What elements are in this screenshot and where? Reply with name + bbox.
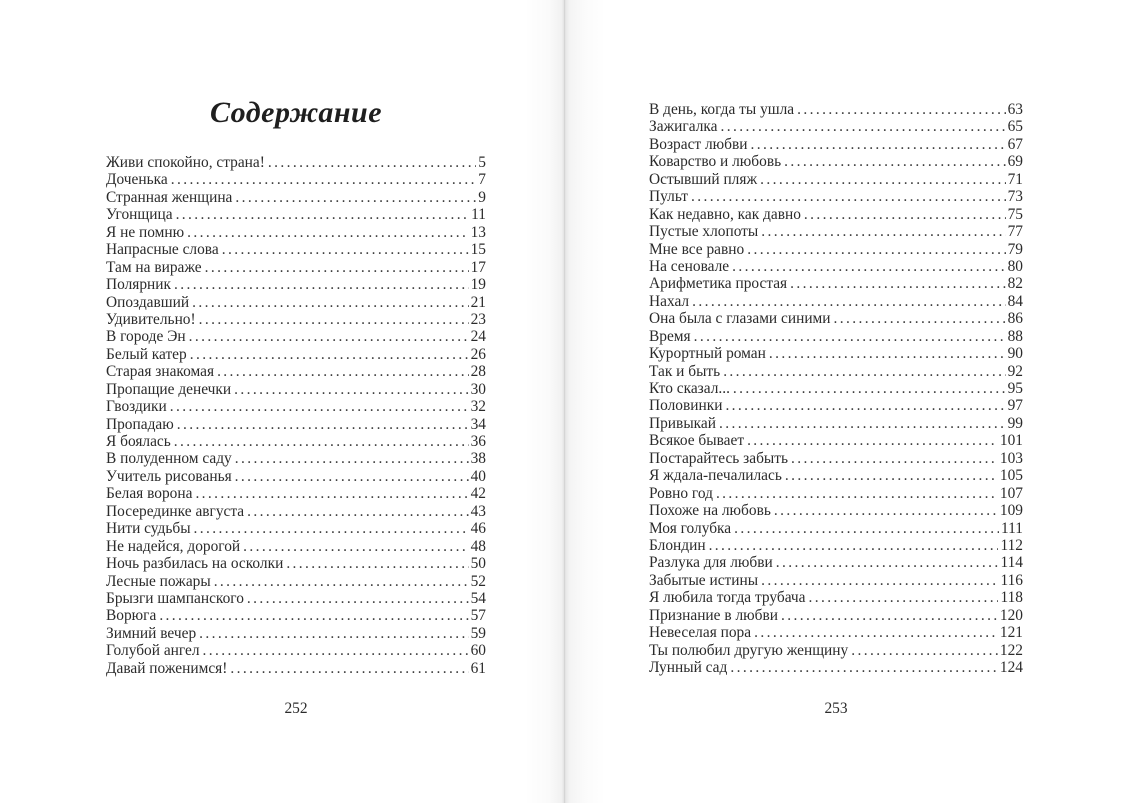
toc-entry-title: Брызги шампанского <box>106 589 244 607</box>
toc-entry-title: На сеновале <box>649 257 730 275</box>
toc-entry-page: 5 <box>478 154 486 171</box>
toc-entry <box>649 188 1023 205</box>
dot-leader <box>167 398 469 415</box>
toc-entry-title: Живи спокойно, страна! <box>106 154 265 171</box>
toc-entry-title: Невеселая пора <box>649 624 752 642</box>
toc-entry-page: 95 <box>1007 380 1023 397</box>
toc-entry-title: Забытые истины <box>649 571 759 589</box>
toc-entry <box>106 625 486 642</box>
toc-entry <box>649 537 1023 554</box>
dot-leader <box>688 188 1006 205</box>
toc-entry <box>106 642 486 659</box>
toc-entry <box>649 415 1023 432</box>
toc-entry <box>106 259 486 276</box>
toc-entry <box>106 206 486 223</box>
toc-entry-title: Я не помню <box>106 223 185 241</box>
toc-entry-title: Моя голубка <box>649 519 732 537</box>
toc-entry-page: 71 <box>1007 170 1023 188</box>
dot-leader <box>766 345 1006 362</box>
dot-leader <box>747 136 1005 153</box>
dot-leader <box>184 224 468 241</box>
toc-entry-page: 61 <box>470 659 486 677</box>
toc-entry-title: Лунный сад <box>649 659 728 676</box>
toc-entry-title: Гвоздики <box>106 398 167 416</box>
toc-entry-title: Зимний вечер <box>106 624 197 642</box>
toc-entry <box>106 398 486 415</box>
dot-leader <box>751 624 998 641</box>
toc-entry <box>106 590 486 607</box>
toc-entry-title: Признание в любви <box>649 606 778 624</box>
toc-entry-page: 63 <box>1007 101 1023 118</box>
toc-entry-title: Пульт <box>649 188 688 206</box>
toc-entry-page: 46 <box>470 520 486 538</box>
toc-entry-page: 24 <box>470 328 486 346</box>
left-page-number: 252 <box>284 700 308 717</box>
toc-entry <box>649 642 1023 659</box>
toc-entry-title: Так и быть <box>649 362 721 380</box>
toc-entry-title: Похоже на любовь <box>649 502 771 520</box>
toc-entry-page: 120 <box>999 606 1023 624</box>
toc-entry-page: 122 <box>999 641 1023 659</box>
dot-leader <box>192 485 468 502</box>
toc-entry-page: 105 <box>999 467 1023 485</box>
dot-leader <box>211 573 469 590</box>
toc-entry-page: 50 <box>470 555 486 573</box>
toc-entry-title: Остывший пляж <box>649 170 758 188</box>
toc-entry-page: 54 <box>470 589 486 607</box>
toc-entry-title: Старая знакомая <box>106 363 215 381</box>
toc-entry-page: 107 <box>999 484 1023 502</box>
toc-entry-page: 67 <box>1007 135 1023 153</box>
toc-entry <box>649 241 1023 258</box>
toc-entry <box>649 275 1023 292</box>
dot-leader <box>758 572 998 589</box>
toc-entry-page: 11 <box>471 206 486 224</box>
toc-entry-page: 34 <box>470 415 486 433</box>
toc-entry-page: 17 <box>470 258 486 276</box>
toc-entry-title: Всякое бывает <box>649 432 745 450</box>
toc-entry <box>106 450 486 467</box>
dot-leader <box>848 642 998 659</box>
dot-leader <box>171 276 469 293</box>
toc-entry <box>106 503 486 520</box>
toc-entry-title: Постарайтесь забыть <box>649 449 788 467</box>
toc-entry-page: 124 <box>999 659 1023 676</box>
toc-entry-title: Напрасные слова <box>106 241 219 259</box>
toc-entry <box>649 624 1023 641</box>
toc-entry-page: 48 <box>470 537 486 555</box>
dot-leader <box>691 328 1006 345</box>
toc-entry <box>649 607 1023 624</box>
toc-entry-page: 69 <box>1007 153 1023 171</box>
dot-leader <box>731 520 999 537</box>
toc-entry <box>649 363 1023 380</box>
toc-entry <box>649 310 1023 327</box>
dot-leader <box>196 625 468 642</box>
toc-entry-page: 109 <box>999 502 1023 520</box>
dot-leader <box>283 555 468 572</box>
toc-entry-page: 77 <box>1007 223 1023 241</box>
right-page <box>649 0 1023 676</box>
toc-entry-title: Мне все равно <box>649 240 745 258</box>
dot-leader <box>171 433 469 450</box>
toc-entry-page: 118 <box>1000 589 1023 607</box>
dot-leader <box>232 450 469 467</box>
toc-entry-page: 101 <box>999 432 1023 450</box>
toc-entry-title: Арифметика простая <box>649 275 788 293</box>
toc-entry <box>649 485 1023 502</box>
dot-leader <box>729 258 1005 275</box>
toc-entry <box>106 276 486 293</box>
toc-entry-title: В городе Эн <box>106 328 186 346</box>
dot-leader <box>219 241 469 258</box>
dot-leader <box>757 171 1006 188</box>
toc-entry-title: Возраст любви <box>649 135 748 153</box>
toc-entry-title: Удивительно! <box>106 310 196 328</box>
toc-heading: Содержание <box>209 96 383 129</box>
toc-entry-page: 43 <box>470 502 486 520</box>
toc-entry-page: 99 <box>1007 414 1023 432</box>
toc-entry-title: В день, когда ты ушла <box>649 101 795 118</box>
toc-entry <box>106 363 486 380</box>
toc-entry-title: Ты полюбил другую женщину <box>649 641 849 659</box>
toc-entry <box>649 572 1023 589</box>
toc-entry-page: 97 <box>1007 397 1023 415</box>
toc-entry-page: 40 <box>470 467 486 485</box>
toc-entry <box>106 607 486 624</box>
toc-entry-page: 28 <box>470 363 486 381</box>
toc-entry-title: Курортный роман <box>649 345 766 363</box>
toc-entry-page: 88 <box>1007 327 1023 345</box>
toc-entry-page: 30 <box>470 380 486 398</box>
toc-entry <box>649 101 1023 118</box>
dot-leader <box>744 432 998 449</box>
toc-entry-title: Разлука для любви <box>649 554 773 572</box>
dot-leader <box>717 118 1005 135</box>
dot-leader <box>156 607 468 624</box>
toc-entry-page: 114 <box>1000 554 1023 572</box>
toc-entry <box>106 171 486 188</box>
toc-entry-title: Не надейся, дорогой <box>106 537 241 555</box>
toc-entry-page: 21 <box>470 293 486 311</box>
toc-entry <box>649 502 1023 519</box>
toc-entry <box>106 433 486 450</box>
toc-entry-page: 38 <box>470 450 486 468</box>
toc-entry-title: Давай поженимся! <box>106 659 228 677</box>
toc-entry <box>649 153 1023 170</box>
toc-entry-title: Полярник <box>106 276 172 294</box>
toc-entry <box>649 136 1023 153</box>
toc-entry <box>106 538 486 555</box>
toc-entry-page: 92 <box>1007 362 1023 380</box>
toc-entry <box>106 189 486 206</box>
dot-leader <box>689 293 1006 310</box>
toc-entry-title: Угонщица <box>106 206 173 224</box>
toc-entry-title: Коварство и любовь <box>649 153 782 171</box>
toc-entry-page: 79 <box>1007 240 1023 258</box>
toc-entry <box>649 450 1023 467</box>
toc-list-right <box>649 101 1023 676</box>
dot-leader <box>265 154 476 171</box>
dot-leader <box>744 241 1005 258</box>
dot-leader <box>730 380 1006 397</box>
toc-entry-title: Зажигалка <box>649 118 718 136</box>
dot-leader <box>758 223 1005 240</box>
toc-entry-title: Странная женщина <box>106 188 233 206</box>
toc-entry-page: 116 <box>1000 571 1023 589</box>
toc-entry <box>106 660 486 677</box>
toc-entry-title: Она была с глазами синими <box>649 310 831 328</box>
toc-entry-title: Кто сказал... <box>649 380 730 397</box>
toc-entry-title: Привыкай <box>649 414 716 432</box>
toc-entry <box>106 520 486 537</box>
toc-entry-page: 60 <box>470 642 486 660</box>
toc-entry-page: 103 <box>999 449 1023 467</box>
toc-entry-page: 15 <box>470 241 486 259</box>
toc-entry-page: 57 <box>470 607 486 625</box>
toc-entry-title: Посерединке августа <box>106 502 245 520</box>
toc-entry <box>649 206 1023 223</box>
toc-entry-title: Нахал <box>649 292 690 310</box>
toc-entry <box>649 554 1023 571</box>
dot-leader <box>214 363 469 380</box>
toc-entry <box>106 311 486 328</box>
toc-entry-page: 121 <box>999 624 1023 642</box>
toc-entry <box>649 328 1023 345</box>
toc-entry-title: Опоздавший <box>106 293 190 311</box>
toc-entry <box>106 573 486 590</box>
toc-entry <box>649 380 1023 397</box>
toc-entry <box>649 171 1023 188</box>
toc-entry <box>106 555 486 572</box>
dot-leader <box>781 153 1005 170</box>
dot-leader <box>801 206 1006 223</box>
toc-entry-title: Ровно год <box>649 484 713 502</box>
dot-leader <box>232 468 469 485</box>
toc-entry-page: 86 <box>1007 310 1023 328</box>
toc-entry <box>106 485 486 502</box>
toc-entry-page: 52 <box>470 572 486 590</box>
dot-leader <box>713 485 998 502</box>
toc-entry <box>649 659 1023 676</box>
dot-leader <box>244 590 469 607</box>
toc-entry-title: Учитель рисованья <box>106 467 232 485</box>
dot-leader <box>196 311 469 328</box>
toc-entry <box>649 432 1023 449</box>
toc-entry <box>649 589 1023 606</box>
toc-entry-page: 111 <box>1001 519 1023 537</box>
toc-entry-title: Я любила тогда трубача <box>649 589 806 607</box>
dot-leader <box>191 520 469 537</box>
toc-entry <box>106 468 486 485</box>
toc-entry-title: Ночь разбилась на осколки <box>106 555 284 573</box>
dot-leader <box>771 502 998 519</box>
right-page-number: 253 <box>824 700 848 717</box>
toc-entry-title: Блондин <box>649 536 706 554</box>
dot-leader <box>727 659 998 676</box>
dot-leader <box>200 642 469 659</box>
toc-entry <box>649 118 1023 135</box>
toc-entry-title: Пропадаю <box>106 415 174 433</box>
dot-leader <box>174 416 469 433</box>
dot-leader <box>231 381 468 398</box>
dot-leader <box>720 363 1005 380</box>
toc-entry-page: 9 <box>478 188 486 206</box>
toc-entry <box>106 381 486 398</box>
dot-leader <box>773 554 999 571</box>
dot-leader <box>173 206 470 223</box>
toc-entry <box>649 293 1023 310</box>
dot-leader <box>787 275 1005 292</box>
toc-entry <box>106 241 486 258</box>
toc-entry-title: Пустые хлопоты <box>649 223 759 241</box>
toc-entry <box>649 520 1023 537</box>
toc-entry-page: 13 <box>470 223 486 241</box>
toc-entry <box>106 328 486 345</box>
toc-entry-page: 59 <box>470 624 486 642</box>
toc-entry-title: Ворюга <box>106 607 157 625</box>
dot-leader <box>794 101 1005 118</box>
dot-leader <box>706 537 999 554</box>
toc-entry-title: Белый катер <box>106 345 187 363</box>
toc-entry <box>649 467 1023 484</box>
toc-entry-page: 112 <box>1000 536 1023 554</box>
toc-entry <box>106 154 486 171</box>
toc-entry-title: Я ждала-печалилась <box>649 467 782 485</box>
dot-leader <box>716 415 1006 432</box>
toc-entry <box>649 397 1023 414</box>
dot-leader <box>778 607 998 624</box>
dot-leader <box>232 189 476 206</box>
toc-entry-page: 82 <box>1007 275 1023 293</box>
dot-leader <box>227 660 468 677</box>
toc-entry-page: 19 <box>470 276 486 294</box>
toc-entry-title: Как недавно, как давно <box>649 205 801 223</box>
toc-entry <box>106 416 486 433</box>
toc-entry-page: 42 <box>470 485 486 503</box>
dot-leader <box>806 589 999 606</box>
dot-leader <box>782 467 998 484</box>
toc-list-left <box>106 154 486 677</box>
toc-entry-title: В полуденном саду <box>106 450 232 468</box>
toc-entry-title: Половинки <box>649 397 723 415</box>
toc-entry <box>106 346 486 363</box>
toc-entry-title: Нити судьбы <box>106 520 191 538</box>
toc-entry-page: 84 <box>1007 292 1023 310</box>
toc-entry-page: 23 <box>470 310 486 328</box>
dot-leader <box>187 346 469 363</box>
toc-entry-page: 36 <box>470 433 486 450</box>
toc-entry-page: 80 <box>1007 257 1023 275</box>
toc-entry-page: 26 <box>470 345 486 363</box>
toc-entry-page: 90 <box>1007 345 1023 363</box>
dot-leader <box>831 310 1006 327</box>
toc-entry-page: 65 <box>1007 118 1023 136</box>
toc-entry <box>106 224 486 241</box>
dot-leader <box>722 397 1005 414</box>
dot-leader <box>168 171 477 188</box>
toc-entry-title: Лесные пожары <box>106 572 211 590</box>
dot-leader <box>244 503 468 520</box>
toc-entry-title: Голубой ангел <box>106 642 200 660</box>
toc-entry-title: Время <box>649 327 691 345</box>
toc-entry <box>106 294 486 311</box>
toc-entry-title: Я боялась <box>106 433 171 450</box>
toc-entry-page: 32 <box>470 398 486 416</box>
toc-entry-page: 7 <box>478 171 486 189</box>
toc-entry <box>649 345 1023 362</box>
toc-entry-page: 75 <box>1007 205 1023 223</box>
dot-leader <box>189 294 469 311</box>
toc-entry-title: Белая ворона <box>106 485 193 503</box>
left-page <box>106 0 486 677</box>
toc-entry-title: Там на вираже <box>106 258 202 276</box>
dot-leader <box>240 538 468 555</box>
dot-leader <box>186 328 469 345</box>
dot-leader <box>788 450 998 467</box>
page-gutter <box>524 0 606 803</box>
dot-leader <box>202 259 469 276</box>
toc-entry-title: Пропащие денечки <box>106 380 232 398</box>
toc-entry-title: Доченька <box>106 171 168 189</box>
toc-entry <box>649 223 1023 240</box>
toc-entry-page: 73 <box>1007 188 1023 206</box>
toc-entry <box>649 258 1023 275</box>
